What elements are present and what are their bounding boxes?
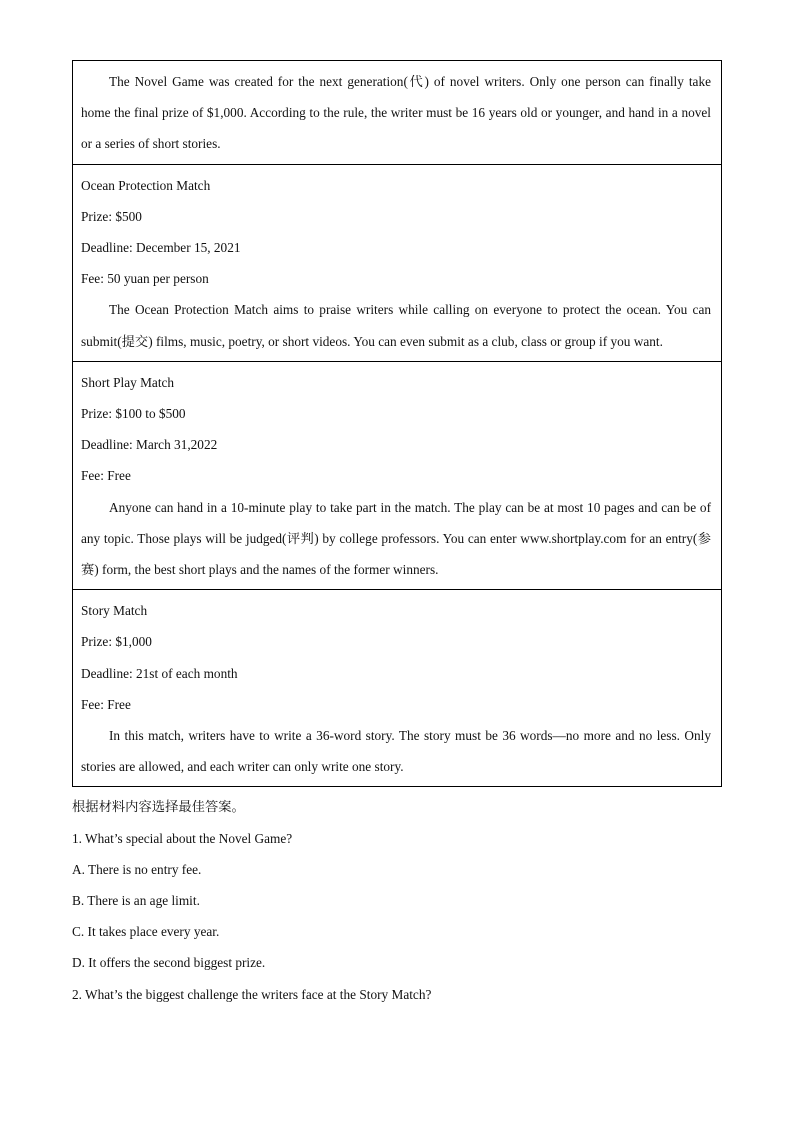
story-match-paragraph: In this match, writers have to write a 36-word story. The story must be 36 words—no more and no less. Only stories are allowed, and each writer can only write one story. — [81, 728, 711, 775]
question-1-option-b: B. There is an age limit. — [72, 893, 200, 909]
table-row — [73, 164, 722, 361]
ocean-match-title: Ocean Protection Match — [81, 177, 211, 193]
table-row — [73, 590, 722, 787]
short-play-fee: Fee: Free — [81, 468, 131, 484]
story-match-cell — [73, 590, 722, 787]
question-1-option-d: D. It offers the second biggest prize. — [72, 955, 266, 971]
short-play-paragraph: Anyone can hand in a 10-minute play to take part in the match. The play can be at most 10 pages and can be of any topic. Those plays will be judged(评判) by college professors. You can enter www.shortplay.com for an entry(参赛) form, the best short plays and the names of the former winners. — [81, 499, 711, 578]
story-match-title: Story Match — [81, 603, 148, 619]
question-2-stem: 2. What’s the biggest challenge the writers face at the Story Match? — [72, 986, 432, 1002]
questions-section — [72, 791, 722, 1009]
story-match-fee: Fee: Free — [81, 696, 131, 712]
novel-game-cell — [73, 61, 722, 165]
short-play-prize: Prize: $100 to $500 — [81, 406, 186, 422]
document-page — [72, 60, 722, 1010]
instruction-text: 根据材料内容选择最佳答案。 — [72, 799, 245, 815]
ocean-match-deadline: Deadline: December 15, 2021 — [81, 240, 241, 256]
ocean-match-paragraph: The Ocean Protection Match aims to praise writers while calling on everyone to protect the ocean. You can submit(提交) films, music, poetry, or short videos. You can even submit as a club, class or group if you want. — [81, 302, 711, 349]
novel-game-paragraph: The Novel Game was created for the next generation(代) of novel writers. Only one person can finally take home the final prize of $1,000. According to the rule, the writer must be 16 years old or younger, and hand in a novel or a series of short stories. — [81, 74, 711, 152]
short-play-deadline: Deadline: March 31,2022 — [81, 437, 218, 453]
question-1-option-a: A. There is no entry fee. — [72, 861, 202, 877]
story-match-prize: Prize: $1,000 — [81, 634, 152, 650]
question-1-option-c: C. It takes place every year. — [72, 924, 220, 940]
matches-table — [72, 60, 722, 787]
short-play-cell — [73, 361, 722, 589]
question-1-stem: 1. What’s special about the Novel Game? — [72, 830, 293, 846]
short-play-title: Short Play Match — [81, 374, 175, 390]
ocean-match-cell — [73, 164, 722, 361]
table-row — [73, 61, 722, 165]
ocean-match-prize: Prize: $500 — [81, 208, 142, 224]
ocean-match-fee: Fee: 50 yuan per person — [81, 271, 209, 287]
story-match-deadline: Deadline: 21st of each month — [81, 665, 238, 681]
table-row — [73, 361, 722, 589]
